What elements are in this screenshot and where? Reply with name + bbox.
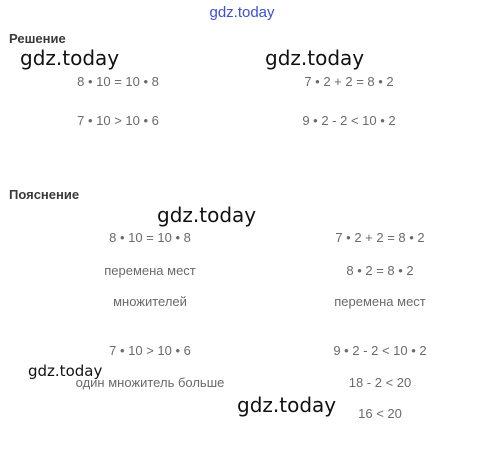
solution-right-line-1: 7 • 2 + 2 = 8 • 2 bbox=[304, 74, 394, 89]
watermark-overlay-4: gdz.today bbox=[28, 362, 103, 380]
explanation-right-line-1: 7 • 2 + 2 = 8 • 2 bbox=[335, 230, 425, 245]
watermark-overlay-3: gdz.today bbox=[157, 203, 257, 227]
explanation-left-line-5: один множитель больше bbox=[75, 375, 225, 390]
solution-left-line-1: 8 • 10 = 10 • 8 bbox=[77, 74, 159, 89]
watermark-overlay-2: gdz.today bbox=[265, 46, 365, 70]
explanation-right-line-3: перемена мест bbox=[334, 294, 426, 309]
watermark-overlay-1: gdz.today bbox=[20, 46, 120, 70]
explanation-heading: Пояснение bbox=[9, 187, 80, 202]
solution-heading: Решение bbox=[9, 31, 66, 46]
explanation-right-line-6: 16 < 20 bbox=[358, 406, 402, 421]
solution-left-line-2: 7 • 10 > 10 • 6 bbox=[77, 113, 159, 128]
explanation-right-line-5: 18 - 2 < 20 bbox=[348, 375, 412, 390]
explanation-left-line-2: перемена мест bbox=[104, 263, 196, 278]
header-watermark: gdz.today bbox=[209, 4, 275, 21]
explanation-left-line-3: множителей bbox=[113, 294, 187, 309]
solution-right-line-2: 9 • 2 - 2 < 10 • 2 bbox=[302, 113, 396, 128]
explanation-left-line-1: 8 • 10 = 10 • 8 bbox=[109, 230, 191, 245]
explanation-right-line-2: 8 • 2 = 8 • 2 bbox=[346, 263, 414, 278]
explanation-left-line-4: 7 • 10 > 10 • 6 bbox=[109, 343, 191, 358]
explanation-right-line-4: 9 • 2 - 2 < 10 • 2 bbox=[333, 343, 427, 358]
watermark-overlay-5: gdz.today bbox=[237, 393, 337, 417]
